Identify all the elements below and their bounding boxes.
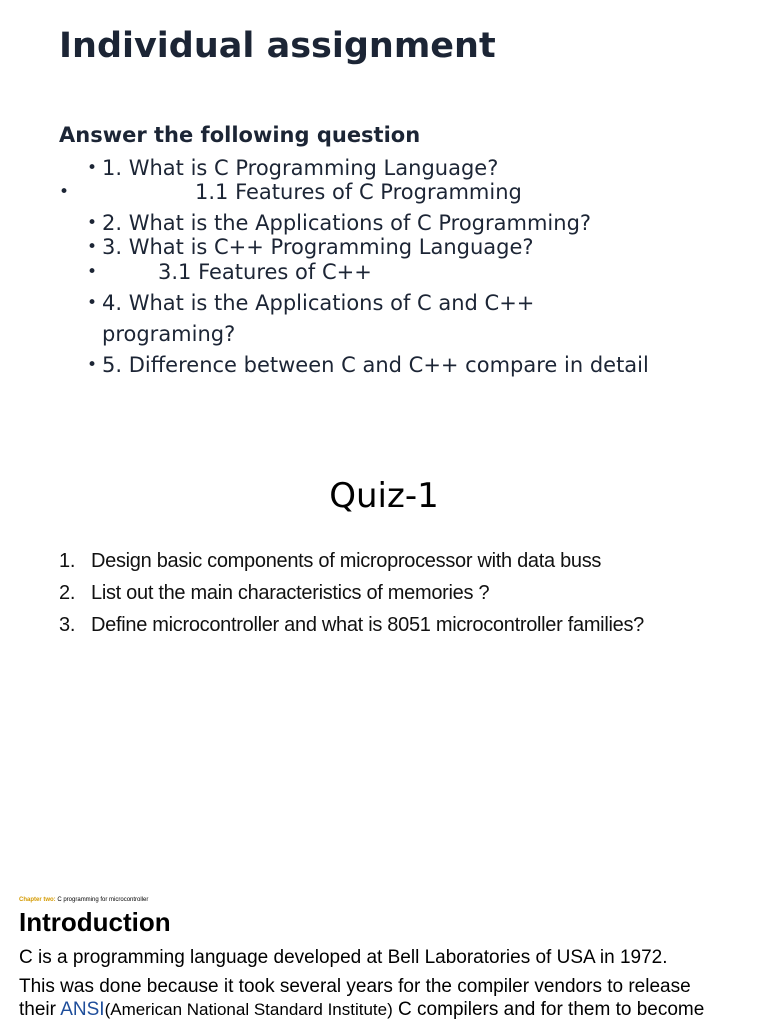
quiz-title: Quiz-1 <box>329 476 439 516</box>
question-subitem: 1.1 Features of C Programming <box>195 180 522 204</box>
chapter-label: Chapter two: <box>19 897 56 903</box>
question-item-continuation: programing? <box>102 322 236 346</box>
ansi-expansion: (American National Standard Institute) <box>104 1000 393 1019</box>
intro-text: their <box>19 999 61 1020</box>
bullet: • <box>87 355 98 375</box>
question-item: 1. What is C Programming Language? <box>102 156 499 180</box>
intro-line: This was done because it took several years for the compiler vendors to release <box>19 976 691 997</box>
quiz-item-number: 3. <box>59 614 76 636</box>
question-subitem: 3.1 Features of C++ <box>158 260 372 284</box>
quiz-item <box>59 614 644 637</box>
bullet: • <box>87 237 98 257</box>
quiz-item-number: 1. <box>59 550 76 572</box>
bullet: • <box>87 262 98 282</box>
quiz-item-text: Design basic components of microprocessor with data buss <box>91 550 602 572</box>
bullet: • <box>87 213 98 233</box>
quiz-item-text: Define microcontroller and what is 8051 microcontroller families? <box>91 614 644 636</box>
quiz-item-text: List out the main characteristics of memories ? <box>91 582 490 604</box>
intro-line <box>19 998 704 1022</box>
bullet: • <box>87 293 98 313</box>
ansi-link[interactable]: ANSI <box>60 999 105 1020</box>
question-item: 4. What is the Applications of C and C++ <box>102 291 535 315</box>
intro-text: C compilers and for them to become <box>392 999 705 1020</box>
intro-heading: Introduction <box>19 907 171 937</box>
question-item: 2. What is the Applications of C Programming? <box>102 211 592 235</box>
bullet: • <box>59 182 70 202</box>
slide-subtitle: Answer the following question <box>59 123 421 147</box>
bullet: • <box>87 158 98 178</box>
quiz-item <box>59 582 489 605</box>
chapter-header <box>19 897 148 903</box>
question-item: 5. Difference between C and C++ compare in detail <box>102 353 649 377</box>
question-item: 3. What is C++ Programming Language? <box>102 235 534 259</box>
quiz-item <box>59 550 601 573</box>
chapter-title: C programming for microcontroller <box>57 897 149 903</box>
quiz-item-number: 2. <box>59 582 76 604</box>
intro-line: C is a programming language developed at Bell Laboratories of USA in 1972. <box>19 947 668 968</box>
slide-title: Individual assignment <box>59 26 496 66</box>
